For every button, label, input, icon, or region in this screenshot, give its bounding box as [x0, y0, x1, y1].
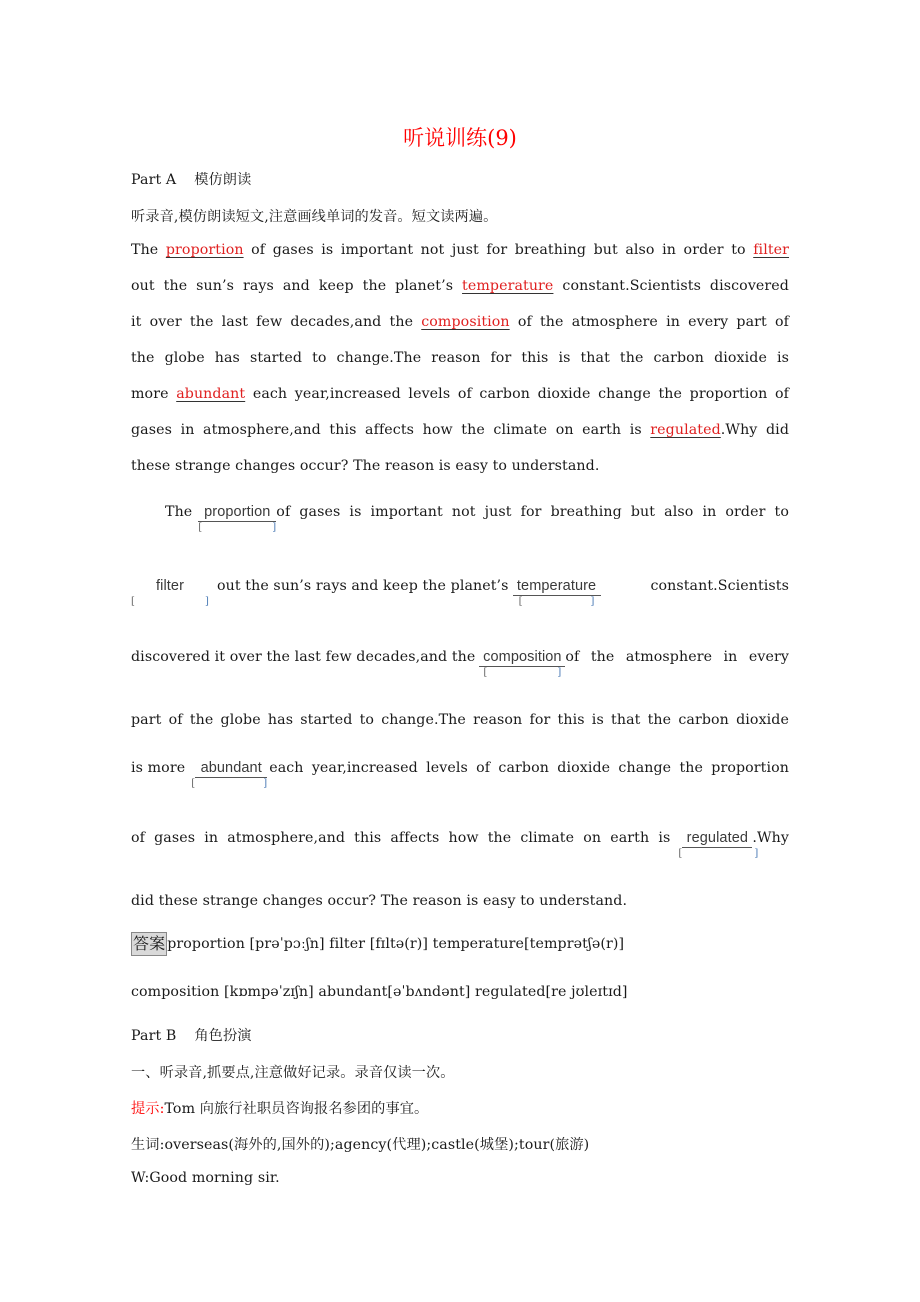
exercise-line-1: The proportion [ ] of gases is important not just for breathing but also in order to — [165, 504, 789, 533]
highlight-word-composition: composition — [421, 314, 510, 330]
part-a-label: Part A — [131, 172, 177, 188]
passage-line-1: The proportion of gases is important not just for breathing but also in order to filter — [131, 242, 790, 258]
highlight-word-proportion: proportion — [165, 242, 244, 258]
passage-line-4: the globe has started to change.The reason for this is that the carbon dioxide is — [131, 350, 789, 366]
passage-line-7: these strange changes occur? The reason is easy to understand. — [131, 458, 600, 474]
part-b-heading — [131, 1025, 252, 1045]
highlight-word-abundant: abundant — [176, 386, 246, 402]
blank-proportion[interactable]: proportion [ ] — [198, 504, 277, 533]
exercise-line-6: of gases in atmosphere,and this affects how the climate on earth is regulated [ ] .Why — [131, 830, 789, 859]
blank-abundant[interactable]: abundant [ ] — [191, 760, 268, 789]
hint-label: 提示: — [131, 1101, 165, 1117]
highlight-word-temperature: temperature — [462, 278, 554, 294]
part-b-title: 角色扮演 — [194, 1028, 252, 1044]
blank-regulated[interactable]: regulated [ ] — [678, 830, 759, 859]
exercise-line-5: is more abundant [ ] each year,increased levels of carbon dioxide change the proportion — [131, 760, 789, 789]
passage-line-6: gases in atmosphere,and this affects how the climate on earth is regulated.Why did — [131, 422, 789, 438]
hint-text: Tom 向旅行社职员咨询报名参团的事宜。 — [164, 1101, 429, 1117]
answer-line-2: composition [kɒmpəˈzɪʃn] abundant[əˈbʌndənt] regulated[re jʊleɪtɪd] — [131, 984, 628, 1000]
exercise-line-3: discovered it over the last few decades,and the composition [ ] of the atmosphere in every — [131, 649, 789, 678]
vocab-list: 生词:overseas(海外的,国外的);agency(代理);castle(城堡);tour(旅游) — [131, 1137, 590, 1153]
part-b-hint — [131, 1098, 428, 1118]
exercise-line-7: did these strange changes occur? The reason is easy to understand. — [131, 893, 628, 909]
answer-line-1 — [131, 932, 624, 956]
passage-line-2: out the sun’s rays and keep the planet’s temperature constant.Scientists discovered — [131, 278, 789, 294]
highlight-word-filter: filter — [753, 242, 790, 258]
passage-line-5: more abundant each year,increased levels of carbon dioxide change the proportion of — [131, 386, 789, 402]
part-b-label: Part B — [131, 1028, 177, 1044]
answer-text-1: proportion [prəˈpɔːʃn] filter [fɪltə(r)] temperature[temprətʃə(r)] — [167, 936, 625, 952]
highlight-word-regulated: regulated — [650, 422, 721, 438]
blank-composition[interactable]: composition [ ] — [479, 649, 565, 667]
part-b-instruction: 一、听录音,抓要点,注意做好记录。录音仅读一次。 — [131, 1065, 455, 1081]
page-title: 听说训练(9) — [403, 126, 517, 150]
part-a-heading — [131, 169, 251, 189]
part-a-instruction: 听录音,模仿朗读短文,注意画线单词的发音。短文读两遍。 — [131, 209, 498, 225]
dialogue-line: W:Good morning sir. — [131, 1170, 280, 1186]
passage-line-3: it over the last few decades,and the composition of the atmosphere in every part of — [131, 314, 790, 330]
blank-filter[interactable]: filter [ ] — [131, 578, 209, 607]
blank-temperature[interactable]: temperature [ ] — [513, 578, 601, 596]
part-a-title: 模仿朗读 — [194, 172, 252, 188]
exercise-line-2: filter [ ] out the sun’s rays and keep the planet’s temperature [ ] constant.Scientists — [131, 578, 789, 607]
answer-badge[interactable]: 答案 — [131, 932, 167, 956]
exercise-line-4: part of the globe has started to change.The reason for this is that the carbon dioxide — [131, 712, 789, 728]
